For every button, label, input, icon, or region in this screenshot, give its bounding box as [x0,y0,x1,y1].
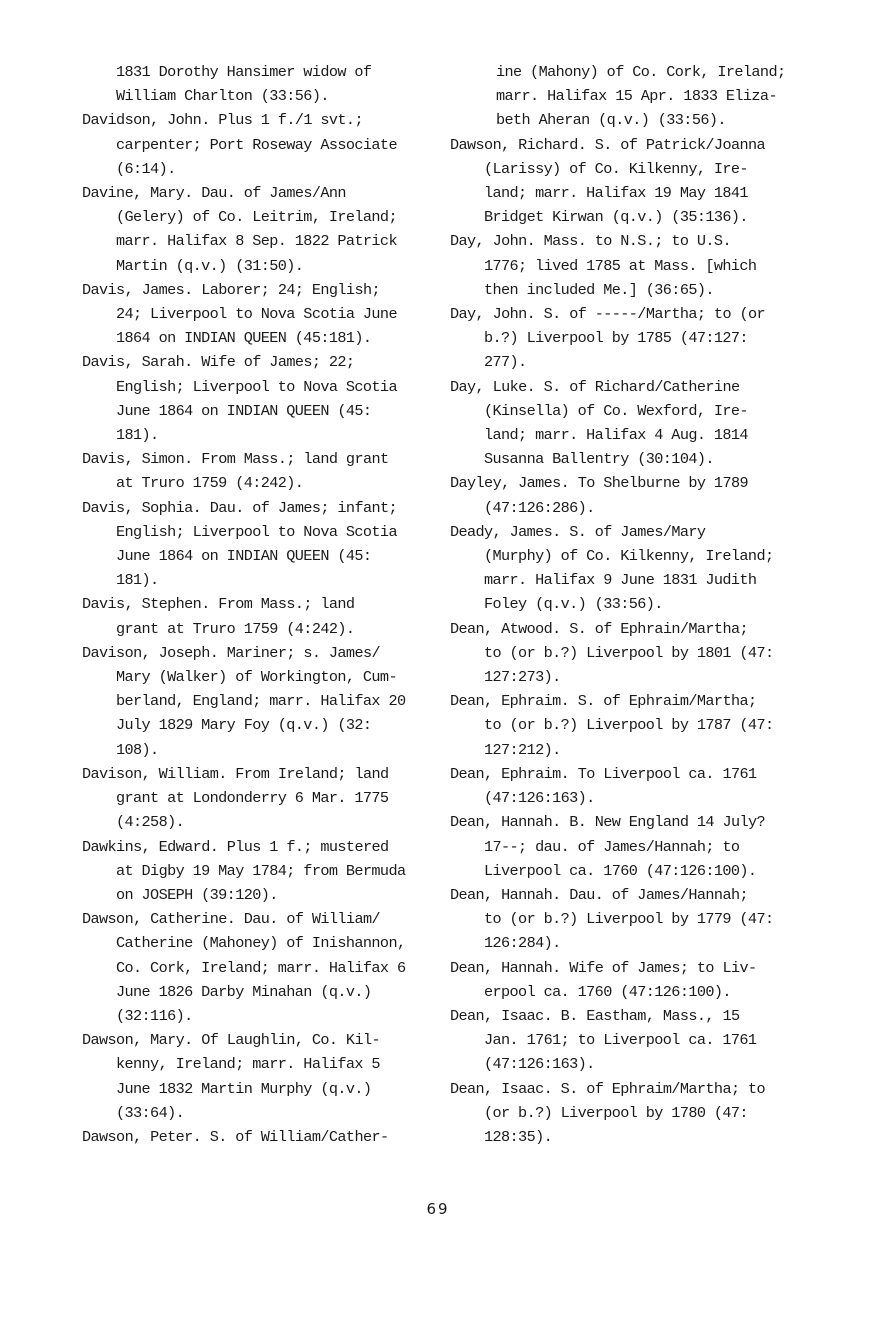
entry: Day, Luke. S. of Richard/Catherine (Kinsella) of Co. Wexford, Ire- land; marr. Halifax 4 Aug. 1814 Susanna Ballentry (30:104). [450,377,748,469]
entry: Dawson, Peter. S. of William/Cather- [82,1127,389,1146]
right-column [450,60,810,1149]
entry: Day, John. Mass. to N.S.; to U.S. 1776; lived 1785 at Mass. [which then included Me.] (36:65). [450,232,757,299]
entry: Dean, Atwood. S. of Ephrain/Martha; to (or b.?) Liverpool by 1801 (47: 127:273). [450,619,774,687]
entry: Dean, Ephraim. To Liverpool ca. 1761 (47:126:163). [450,764,757,808]
entry: Davis, James. Laborer; 24; English; 24; Liverpool to Nova Scotia June 1864 on INDIAN QUEEN (45:181). [82,280,397,348]
entry: Deady, James. S. of James/Mary (Murphy) of Co. Kilkenny, Ireland; marr. Halifax 9 June 1831 Judith Foley (q.v.) (33:56). [450,522,774,614]
left-column [82,60,442,1149]
entry: Dawkins, Edward. Plus 1 f.; mustered at Digby 19 May 1784; from Bermuda on JOSEPH (39:120). [82,837,406,904]
entry: Davis, Stephen. From Mass.; land grant at Truro 1759 (4:242). [82,595,355,638]
entry: Day, John. S. of -----/Martha; to (or b.?) Liverpool by 1785 (47:127: 277). [450,305,766,372]
page-number: 69 [426,1200,450,1218]
entry: Davis, Simon. From Mass.; land grant at Truro 1759 (4:242). [82,450,389,493]
entry: Davis, Sarah. Wife of James; 22; English; Liverpool to Nova Scotia June 1864 on INDIAN QUEEN (45: 181). [82,353,397,445]
entry: Davis, Sophia. Dau. of James; infant; English; Liverpool to Nova Scotia June 1864 on INDIAN QUEEN (45: 181). [82,498,398,590]
entry: Dean, Isaac. B. Eastham, Mass., 15 Jan. 1761; to Liverpool ca. 1761 (47:126:163). [450,1006,757,1074]
entry: Davine, Mary. Dau. of James/Ann (Gelery) of Co. Leitrim, Ireland; marr. Halifax 8 Sep. 1822 Patrick Martin (q.v.) (31:50). [82,184,397,275]
entry: Davidson, John. Plus 1 f./1 svt.; carpenter; Port Roseway Associate (6:14). [82,111,397,178]
entry: Dawson, Mary. Of Laughlin, Co. Kil- kenny, Ireland; marr. Halifax 5 June 1832 Martin Murphy (q.v.) (33:64). [82,1031,380,1122]
entry: Dawson, Richard. S. of Patrick/Joanna (Larissy) of Co. Kilkenny, Ire- land; marr. Halifax 19 May 1841 Bridget Kirwan (q.v.) (35:136). [450,135,766,227]
entry: Dean, Hannah. B. New England 14 July? 17--; dau. of James/Hannah; to Liverpool ca. 1760 (47:126:100). [450,813,766,880]
entry: Davison, William. From Ireland; land grant at Londonderry 6 Mar. 1775 (4:258). [82,764,389,832]
entry: 1831 Dorothy Hansimer widow of William Charlton (33:56). [116,63,372,106]
entry: Dayley, James. To Shelburne by 1789 (47:126:286). [450,474,748,517]
entry: Dean, Ephraim. S. of Ephraim/Martha; to (or b.?) Liverpool by 1787 (47: 127:212). [450,692,774,759]
entry: Dean, Hannah. Dau. of James/Hannah; to (or b.?) Liverpool by 1779 (47: 126:284). [450,885,774,953]
entry: Dawson, Catherine. Dau. of William/ Catherine (Mahoney) of Inishannon, Co. Cork, Ireland; marr. Halifax 6 June 1826 Darby Minahan (q.v.) (32:116). [82,910,406,1025]
entry: ine (Mahony) of Co. Cork, Ireland; marr. Halifax 15 Apr. 1833 Eliza- beth Aheran (q.v.) (33:56). [496,63,786,130]
entry: Dean, Isaac. S. of Ephraim/Martha; to (or b.?) Liverpool by 1780 (47: 128:35). [450,1079,766,1146]
entry: Davison, Joseph. Mariner; s. James/ Mary (Walker) of Workington, Cum- berland, England; marr. Halifax 20 July 1829 Mary Foy (q.v.) (32: 108). [82,643,406,759]
entry: Dean, Hannah. Wife of James; to Liv- erpool ca. 1760 (47:126:100). [450,958,757,1001]
